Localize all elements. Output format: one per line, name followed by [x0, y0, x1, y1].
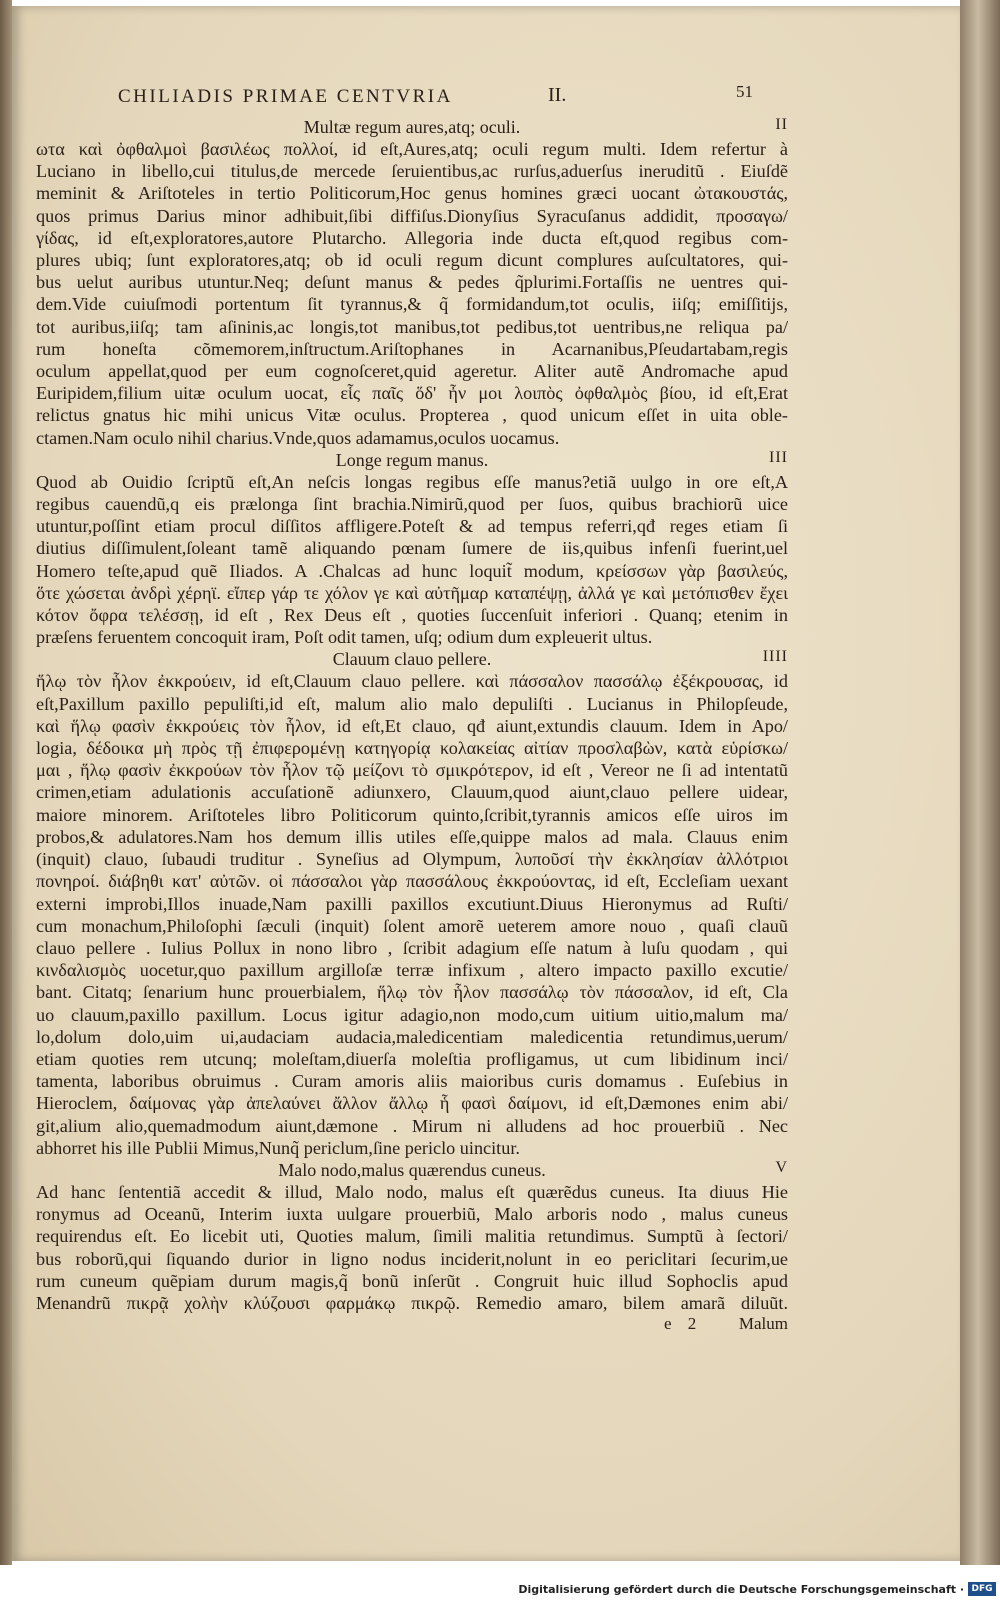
- adage-body: [36, 471, 788, 649]
- text-line: ronymus ad Oceanũ, Interim iuxta uulgare prouerbiũ, Malo arboris nodo , malus cuneus: [36, 1204, 788, 1225]
- text-line: relictus gnatus hic mihi unicus Vitæ oculus. Propterea , quod unicum eſſet in uita oble-: [36, 405, 788, 426]
- text-line: utuntur,poſſint etiam procul diſſitos affligere.Poteſt & ad tempus referri,qđ reges etiam ſi: [36, 516, 788, 537]
- text-line: crimen,etiam adulationis accuſationẽ adiunxero, Clauum,quod aiunt,clauo pellere uidear,: [36, 782, 788, 803]
- text-line: bus uelut auribus utuntur.Neq; deſunt manus & pedes q̃plurimi.Fortaſſis ne uentres qui-: [36, 272, 788, 293]
- text-line: maiore minorem. Ariſtoteles libro Politicorum quinto,ſcribit,tyrannis amicos eſſe uiros im: [36, 804, 788, 825]
- text-line: Homero teſte,apud quẽ Iliados. A .Chalcas ad hunc loquit̃ modum, κρείσσων γὰρ βασιλεύς,: [36, 560, 788, 581]
- catchword-line: [36, 1314, 788, 1338]
- text-line: oculum appellat,quod per eum cognoſceret,quid ageretur. Aliter autẽ Andromache apud: [36, 361, 788, 382]
- text-line: requirendus eſt. Eo licebit uti, Quoties malum, ſimili malitia retundimus. Sumptũ à ſectori/: [36, 1226, 788, 1247]
- text-line: rum cuneum quẽpiam durum magis,q̃ bonũ inſerũt . Congruit huic illud Sophoclis apud: [36, 1270, 788, 1291]
- main-text-block: [18, 116, 788, 1338]
- text-line: ctamen.Nam oculo nihil charius.Vnde,quos adamamus,oculos uocamus.: [36, 427, 560, 448]
- text-line: lo,dolum dolo,uim ui,audaciam audacia,maledicentiam maledicentia retundimus,uerum/: [36, 1026, 788, 1047]
- text-line: probos,& adulatores.Nam hos demum illis utiles eſſe,quippe malos ad mala. Clauus enim: [36, 826, 788, 847]
- text-line: Menandrũ πικρᾷ χολὴν κλύζουσι φαρμάκῳ πικρῷ. Remedio amaro, bilem amarã diluũt.: [36, 1292, 788, 1313]
- adage-number: II: [775, 116, 788, 133]
- text-line: regibus cauendũ,q eis prælonga ſint brachia.Nimirũ,quod per ſuos, quibus brachiorũ uice: [36, 494, 788, 515]
- running-head-title: CHILIADIS PRIMAE CENTVRIA: [118, 86, 453, 107]
- adage-entry-5: [36, 1159, 788, 1314]
- adage-title: Multæ regum aures,atq; oculi.: [303, 117, 521, 137]
- book-spine: [0, 0, 12, 1565]
- text-line: abhorret his ille Publii Mimus,Nunq̃ periclum,ſine periclo uincitur.: [36, 1137, 520, 1158]
- text-line: tot auribus,iiſq; tam aſininis,ac longis,tot manibus,tot pedibus,tot uentribus,ne reliqua pa/: [36, 316, 788, 337]
- text-line: Quod ab Ouidio ſcriptũ eſt,An neſcis longas regibus eſſe manus?etiã uulgo in ore eſt,A: [36, 471, 788, 492]
- text-line: præſens feruentem concoquit iram, Poſt odit tamen, uſq; odium dum expleuerit ultus.: [36, 627, 653, 648]
- adage-number: IIII: [762, 648, 788, 666]
- text-line: cum monachum,Philoſophi ſæculi (inquit) ſolent amorẽ ueterem amore nouo , quaſi clauũ: [36, 915, 788, 936]
- text-line: κινδαλισμὸς uocetur,quo paxillum argilloſæ terræ infixum , altero impacto paxillo excutie/: [36, 960, 788, 981]
- adage-entry-3: [36, 449, 788, 649]
- adage-number: V: [775, 1158, 788, 1176]
- page-number: 51: [736, 82, 753, 101]
- adage-body: [36, 138, 788, 449]
- text-line: καὶ ἥλῳ φασὶν ἐκκρούεις τὸν ἧλον, id eſt,Et clauo, qđ aiunt,extundis clauum. Idem in Apo/: [36, 715, 788, 736]
- text-line: γίδας, id eſt,exploratores,autore Plutarcho. Allegoria inde ducta eſt,quod regibus com-: [36, 227, 788, 248]
- text-line: meminit & Ariſtoteles in tertio Politicorum,Hoc genus homines græci uocant ὠτακουστάς,: [36, 183, 788, 204]
- text-line: κότον ὄφρα τελέσσῃ, id eſt , Rex Deus eſt , quoties ſuccenſuit inferiori . Quanq; etenim in: [36, 605, 788, 626]
- text-line: rum honeſta cõmemorem,inſtructum.Ariſtophanes in Acarnanibus,Pſeudartabam,regis: [36, 338, 788, 359]
- text-line: bant. Citatq; ſenarium hunc prouerbialem, ἥλῳ τὸν ἧλον πασσάλῳ τὸν πάσσαλον, id eſt, Cla: [36, 982, 788, 1003]
- text-line: (inquit) clauo, ſubaudi truditur . Syneſius ad Olympum, λυποῦσί τὴν ἐκκλησίαν ἀλλότριοι: [36, 849, 788, 870]
- adage-title: Longe regum manus.: [335, 449, 489, 470]
- text-line: ωτα καὶ ὀφθαλμοὶ βασιλέως πολλοί, id eſt,Aures,atq; oculi regum multi. Idem refertur à: [36, 139, 788, 159]
- text-line: quos primus Darius minor adhibuit,ſibi diffiſus.Dionyſius Syracuſanus addidit, προσαγω/: [36, 205, 788, 226]
- text-line: logia, δέδοικα μὴ πρὸς τῇ ἐπιφερομένῃ κατηγορίᾳ κολακείας αἰτίαν προσλαβὼν, κατὰ εὑρίσκω/: [36, 738, 788, 759]
- footer-credit-text: Digitalisierung gefördert durch die Deutsche Forschungsgemeinschaft ·: [518, 1583, 964, 1596]
- text-line: eſt,Paxillum paxillo pepuliſti,id eſt, malum alio malo depuliſti . Lucianus in Philopſeude,: [36, 693, 788, 714]
- adage-title: Clauum clauo pellere.: [332, 649, 492, 670]
- adage-body: [36, 670, 788, 1158]
- text-line: etiam quoties rem utcunq; moleſtam,diuerſa moleſtia profligamus, ut cum libidinum inci/: [36, 1048, 788, 1069]
- text-line: clauo pellere . Iulius Pollux in nono libro , ſcribit adagium eſſe natum à luſu quodam , qui: [36, 937, 788, 958]
- adage-body: [36, 1181, 788, 1314]
- adage-entry-4: [36, 648, 788, 1158]
- text-line: Ad hanc ſententiã accedit & illud, Malo nodo, malus eſt quærẽdus cuneus. Ita diuus Hie: [36, 1181, 788, 1202]
- signature-mark: e 2: [664, 1314, 703, 1334]
- text-line: Luciano in libello,cui titulus,de mercede ſeruientibus,ac rurſus,aduerſus ineruditũ . Eiuſdẽ: [36, 161, 788, 182]
- text-line: ἥλῳ τὸν ἧλον ἐκκρούειν, id eſt,Clauum clauo pellere. καὶ πάσσαλον πασσάλῳ ἐξέκρουσας, id: [36, 671, 788, 692]
- adage-entry-2: [36, 116, 788, 449]
- text-line: μαι , ἥλῳ φασὶν ἐκκρούων τὸν ἧλον τῷ μείζονι τὸ σμικρότερον, id eſt , Vereor ne ſi ad intentatũ: [36, 760, 788, 781]
- running-head-section: II.: [548, 84, 567, 106]
- adage-number: III: [769, 448, 788, 466]
- text-line: bus roborũ,qui ſiquando durior in ligno nodus inciderit,nolunt in eo periclitari ſecurim,ue: [36, 1248, 788, 1269]
- text-line: externi improbi,Illos inuade,Nam paxilli paxillos excutiunt.Diuus Hieronymus ad Ruſti/: [36, 893, 788, 914]
- text-line: git,alium alio,quemadmodum aiunt,dæmone . Mirum ni alludens ad hoc prouerbiũ . Nec: [36, 1115, 788, 1136]
- catchword: Malum: [738, 1314, 788, 1334]
- text-line: plures ubiq; ſunt exploratores,atq; ob id oculi regum dicunt complures auſcultatores, qui-: [36, 250, 788, 271]
- digitization-footer: [0, 1577, 1000, 1603]
- dfg-logo-icon: DFG: [968, 1582, 996, 1596]
- text-line: Euripidem,filium uitæ oculum uocat, εἷς παῖς ὅδ' ἦν μοι λοιπὸς ὀφθαλμὸς βίου, id eſt,Erat: [36, 383, 788, 404]
- text-line: tamenta, laboribus obruimus . Curam amoris aliis maioribus curis domamus . Euſebius in: [36, 1071, 788, 1092]
- text-line: diutius diſſimulent,ſoleant tamẽ aliquando pœnam ſumere de iis,quibus infenſi fuerint,uel: [36, 538, 788, 559]
- text-line: Hieroclem, δαίμονας γὰρ ἀπελαύνει ἄλλον ἄλλῳ ἧ φασὶ δαίμονι, id eſt,Dæmones enim abi/: [36, 1093, 788, 1114]
- text-line: πονηροί. διάβηθι κατ' αὐτῶν. οἱ πάσσαλοι γὰρ πασσάλους ἐκκρούοντας, id eſt, Eccleſiam uexant: [36, 871, 788, 892]
- running-head: [118, 82, 778, 108]
- text-line: uo clauum,paxillo paxillum. Locus igitur adagio,non modo,cum uitium uitio,malum ma/: [36, 1004, 788, 1025]
- text-line: dem.Vide cuiuſmodi portentum ſit tyrannus,& q̃ formidandum,tot oculis, iiſq; emiſſitijs,: [36, 294, 788, 315]
- adage-title: Malo nodo,malus quærendus cuneus.: [278, 1159, 546, 1180]
- text-line: ὅτε χώσεται ἀνδρὶ χέρηϊ. εἴπερ γάρ τε χόλον γε καὶ αὐτῆμαρ καταπέψῃ, ἀλλά γε καὶ μετόπισθεν ἔχει: [36, 582, 788, 603]
- book-page-edges: [960, 0, 1000, 1565]
